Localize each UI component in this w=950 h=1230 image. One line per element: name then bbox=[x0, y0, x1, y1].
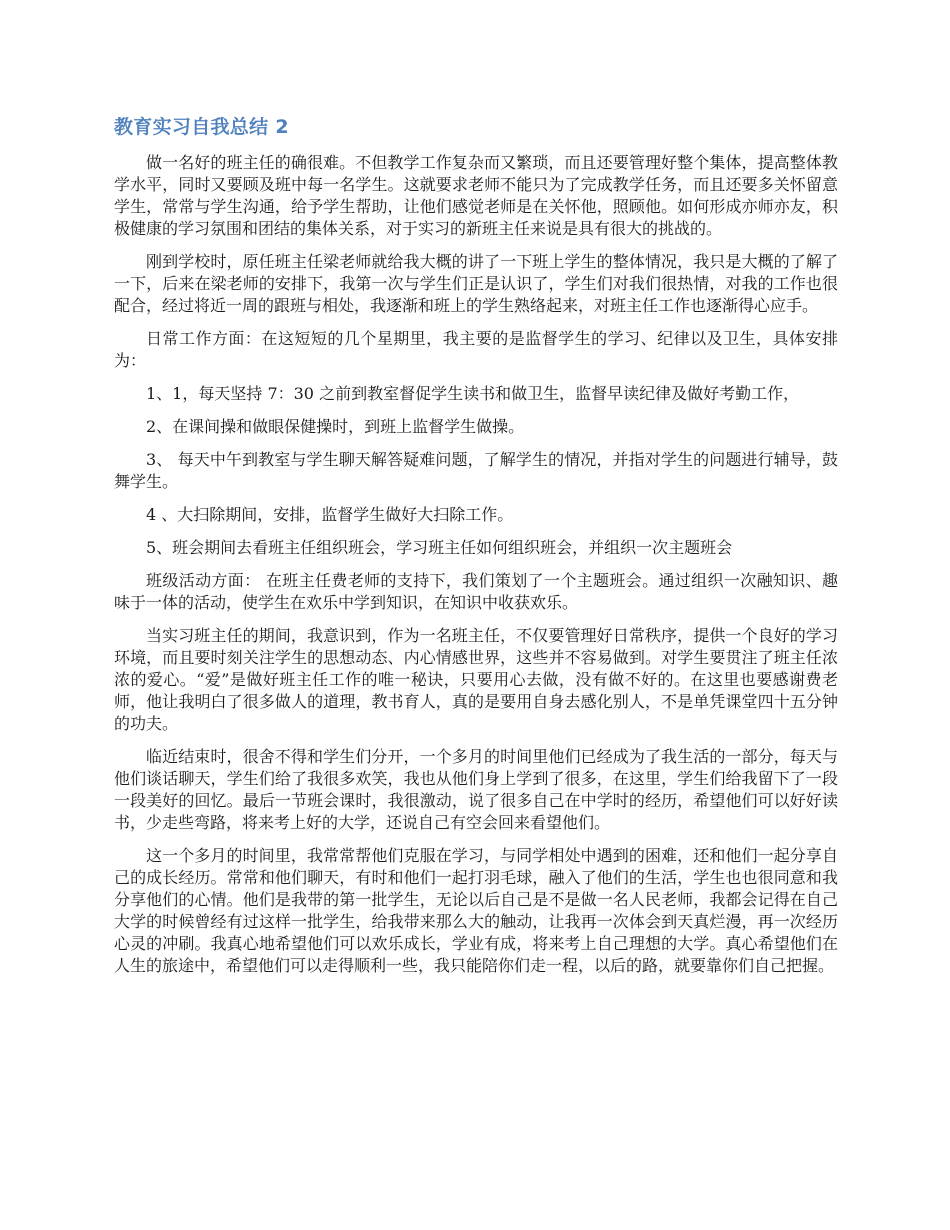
paragraph: 临近结束时，很舍不得和学生们分开，一个多月的时间里他们已经成为了我生活的一部分，每天与他们谈话聊天，学生们给了我很多欢笑，我也从他们身上学到了很多，在这里，学生们给我留下了一段一段美好的回忆。最后一节班会课时，我很激动，说了很多自己在中学时的经历，希望他们可以好好读书，少走些弯路，将来考上好的大学，还说自己有空会回来看望他们。 bbox=[114, 747, 838, 832]
paragraph: 刚到学校时，原任班主任梁老师就给我大概的讲了一下班上学生的整体情况，我只是大概的了解了一下，后来在梁老师的安排下，我第一次与学生们正是认识了，学生们对我们很热情，对我的工作也很配合，经过将近一周的跟班与相处，我逐渐和班上的学生熟络起来，对班主任工作也逐渐得心应手。 bbox=[114, 252, 838, 315]
paragraph: 当实习班主任的期间，我意识到，作为一名班主任，不仅要管理好日常秩序，提供一个良好的学习环境，而且要时刻关注学生的思想动态、内心情感世界，这些并不容易做到。对学生要贯注了班主任浓浓的爱心。“爱”是做好班主任工作的唯一秘诀，只要用心去做，没有做不好的。在这里也要感谢费老师，他让我明白了很多做人的道理，教书育人，真的是要用自身去感化别人，不是单凭课堂四十五分钟的功夫。 bbox=[114, 626, 838, 733]
list-item: 4 、大扫除期间，安排，监督学生做好大扫除工作。 bbox=[146, 505, 514, 524]
paragraph: 做一名好的班主任的确很难。不但教学工作复杂而又繁琐，而且还要管理好整个集体，提高整体教学水平，同时又要顾及班中每一名学生。这就要求老师不能只为了完成教学任务，而且还要多关怀留意学生，常常与学生沟通，给予学生帮助，让他们感觉老师是在关怀他，照顾他。如何形成亦师亦友，积极健康的学习氛围和团结的集体关系，对于实习的新班主任来说是具有很大的挑战的。 bbox=[114, 153, 838, 238]
list-item: 5、班会期间去看班主任组织班会，学习班主任如何组织班会，并组织一次主题班会 bbox=[146, 538, 733, 557]
paragraph: 这一个多月的时间里，我常常帮他们克服在学习，与同学相处中遇到的困难，还和他们一起分享自己的成长经历。常常和他们聊天，有时和他们一起打羽毛球，融入了他们的生活，学生也也很同意和我分享他们的心情。他们是我带的第一批学生，无论以后自己是不是做一名人民老师，我都会记得在自己大学的时候曾经有过这样一批学生，给我带来那么大的触动，让我再一次体会到天真烂漫，再一次经历心灵的冲刷。我真心地希望他们可以欢乐成长，学业有成，将来考上自己理想的大学。真心希望他们在人生的旅途中，希望他们可以走得顺利一些，我只能陪你们走一程，以后的路，就要靠你们自己把握。 bbox=[114, 846, 838, 975]
document-body bbox=[114, 112, 838, 988]
list-item: 2、在课间操和做眼保健操时，到班上监督学生做操。 bbox=[146, 417, 525, 436]
paragraph: 日常工作方面：在这短短的几个星期里，我主要的是监督学生的学习、纪律以及卫生，具体安排为： bbox=[114, 329, 838, 370]
paragraph: 班级活动方面： 在班主任费老师的支持下，我们策划了一个主题班会。通过组织一次融知识、趣味于一体的活动，使学生在欢乐中学到知识，在知识中收获欢乐。 bbox=[114, 571, 838, 612]
list-item: 1、1，每天坚持 7：30 之前到教室督促学生读书和做卫生，监督早读纪律及做好考勤工作， bbox=[146, 384, 800, 403]
list-item: 3、 每天中午到教室与学生聊天解答疑难问题，了解学生的情况，并指对学生的问题进行辅导，鼓舞学生。 bbox=[114, 450, 838, 491]
document-title: 教育实习自我总结 2 bbox=[114, 116, 289, 138]
